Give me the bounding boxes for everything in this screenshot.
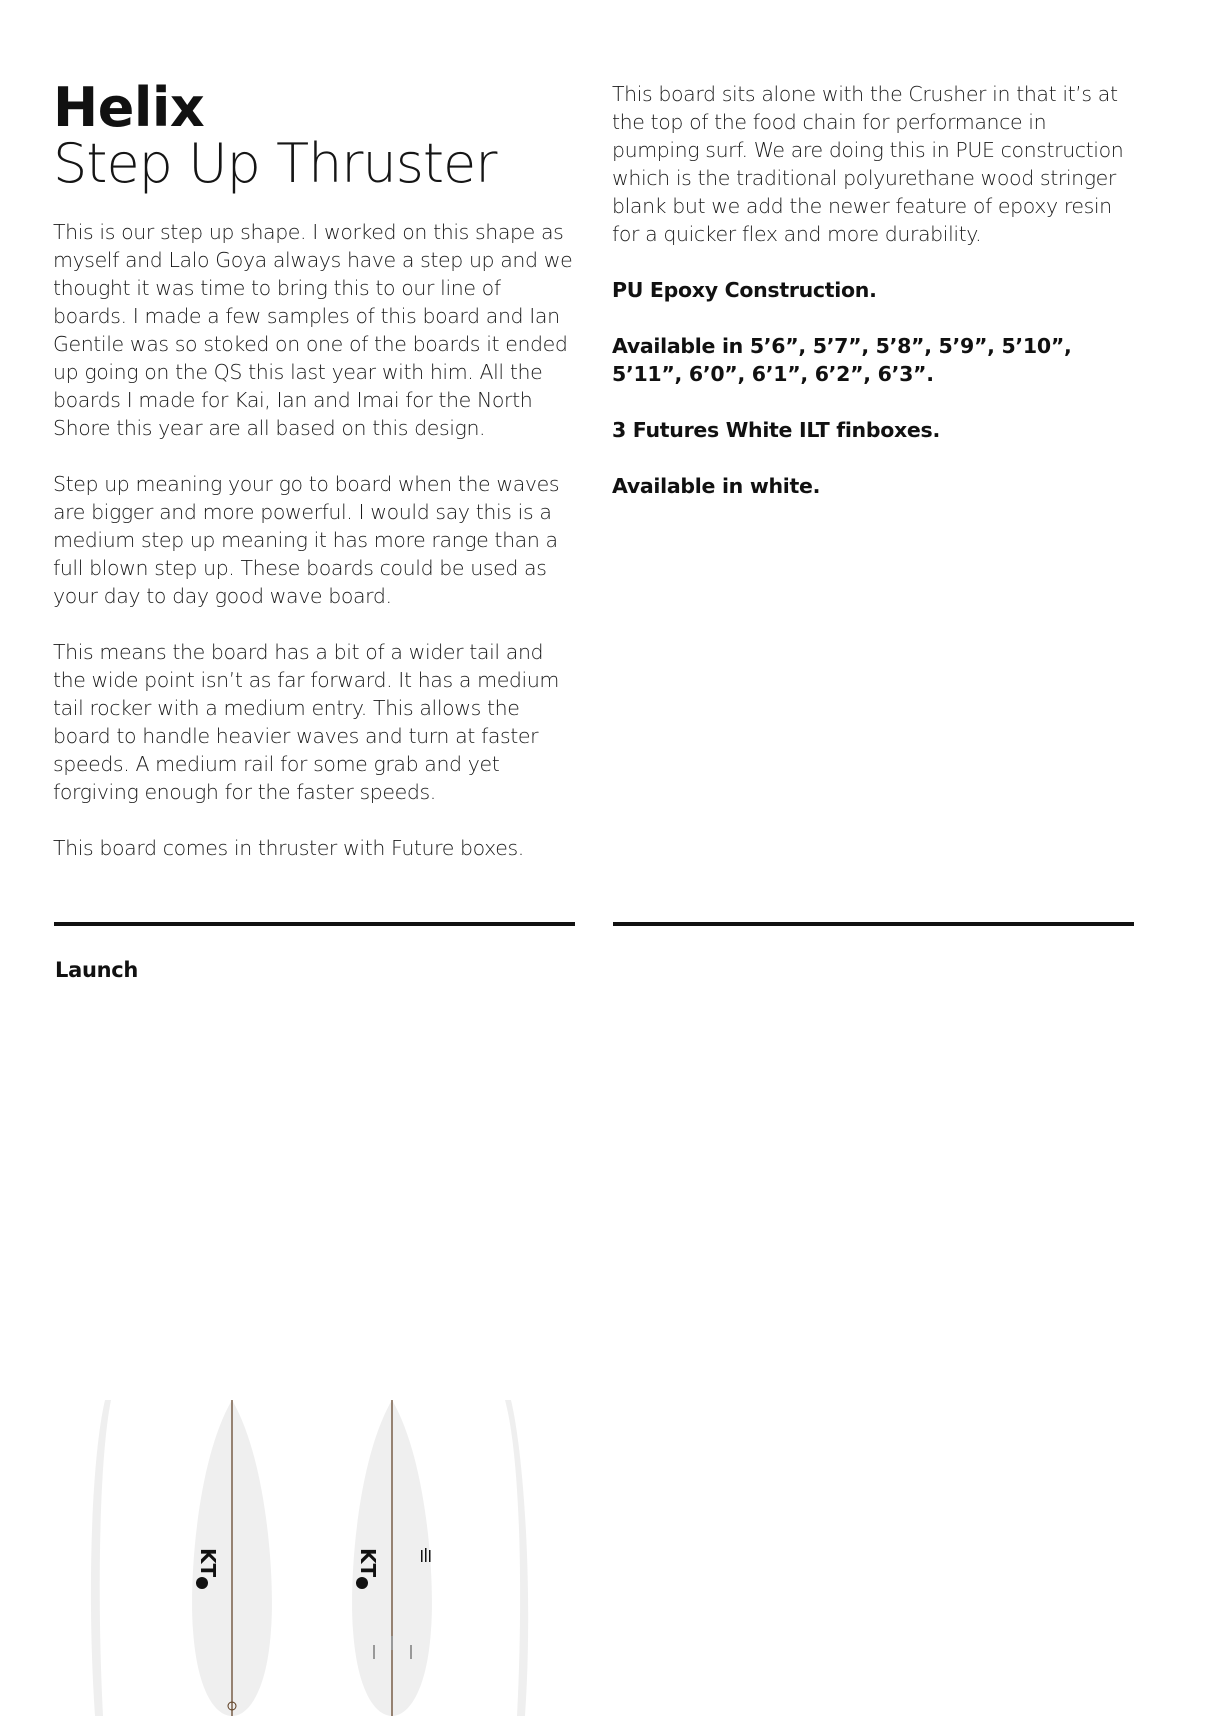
board-rail-left xyxy=(91,1400,111,1716)
spec-construction: PU Epoxy Construction. xyxy=(612,278,877,302)
board-deck-view xyxy=(192,1400,272,1716)
board-rail-right xyxy=(505,1400,528,1716)
spec-sizes: Available in 5’6”, 5’7”, 5’8”, 5’9”, 5’10”, 5’11”, 6’0”, 6’1”, 6’2”, 6’3”. xyxy=(612,334,1072,386)
bottom-graphic xyxy=(421,1548,431,1562)
spec-finboxes: 3 Futures White ILT finboxes. xyxy=(612,418,940,442)
description-paragraph-3: This means the board has a bit of a wider tail and the wide point isn’t as far forward. It has a medium tail rocker with a medium entry. This allows the board to handle heavier waves and turn at faster speeds. A medium rail for some grab and yet forgiving enough for the faster speeds. xyxy=(53,640,559,804)
divider-right xyxy=(613,922,1134,926)
deck-logo: KT xyxy=(196,1548,220,1578)
launch-label: Launch xyxy=(55,958,139,982)
fin-right xyxy=(410,1645,412,1659)
right-column xyxy=(612,80,1137,528)
fin-center xyxy=(391,1636,393,1650)
surfboard-illustration xyxy=(85,1400,545,1716)
product-subtitle: Step Up Thruster xyxy=(53,132,497,195)
description-paragraph-4: This board comes in thruster with Future boxes. xyxy=(53,836,524,860)
bottom-logo: KT xyxy=(356,1548,380,1578)
description-paragraph-1: This is our step up shape. I worked on this shape as myself and Lalo Goya always have a step up and we thought it was time to bring this to our line of boards. I made a few samples of this board and Ian Gentile was so stoked on one of the boards it ended up going on the QS this last year with him. All the boards I made for Kai, Ian and Imai for the North Shore this year are all based on this design. xyxy=(53,220,573,440)
board-bottom-view xyxy=(352,1400,432,1716)
fin-left xyxy=(373,1645,375,1659)
divider-left xyxy=(54,922,575,926)
spec-color: Available in white. xyxy=(612,474,821,498)
product-name: Helix xyxy=(53,76,205,139)
left-column xyxy=(53,76,578,890)
description-paragraph-2: Step up meaning your go to board when the waves are bigger and more powerful. I would say this is a medium step up meaning it has more range than a full blown step up. These boards could be used as your day to day good wave board. xyxy=(53,472,560,608)
construction-intro: This board sits alone with the Crusher in that it’s at the top of the food chain for performance in pumping surf. We are doing this in PUE construction which is the traditional polyurethane wood stringer blank but we add the newer feature of epoxy resin for a quicker flex and more durability. xyxy=(612,82,1124,246)
